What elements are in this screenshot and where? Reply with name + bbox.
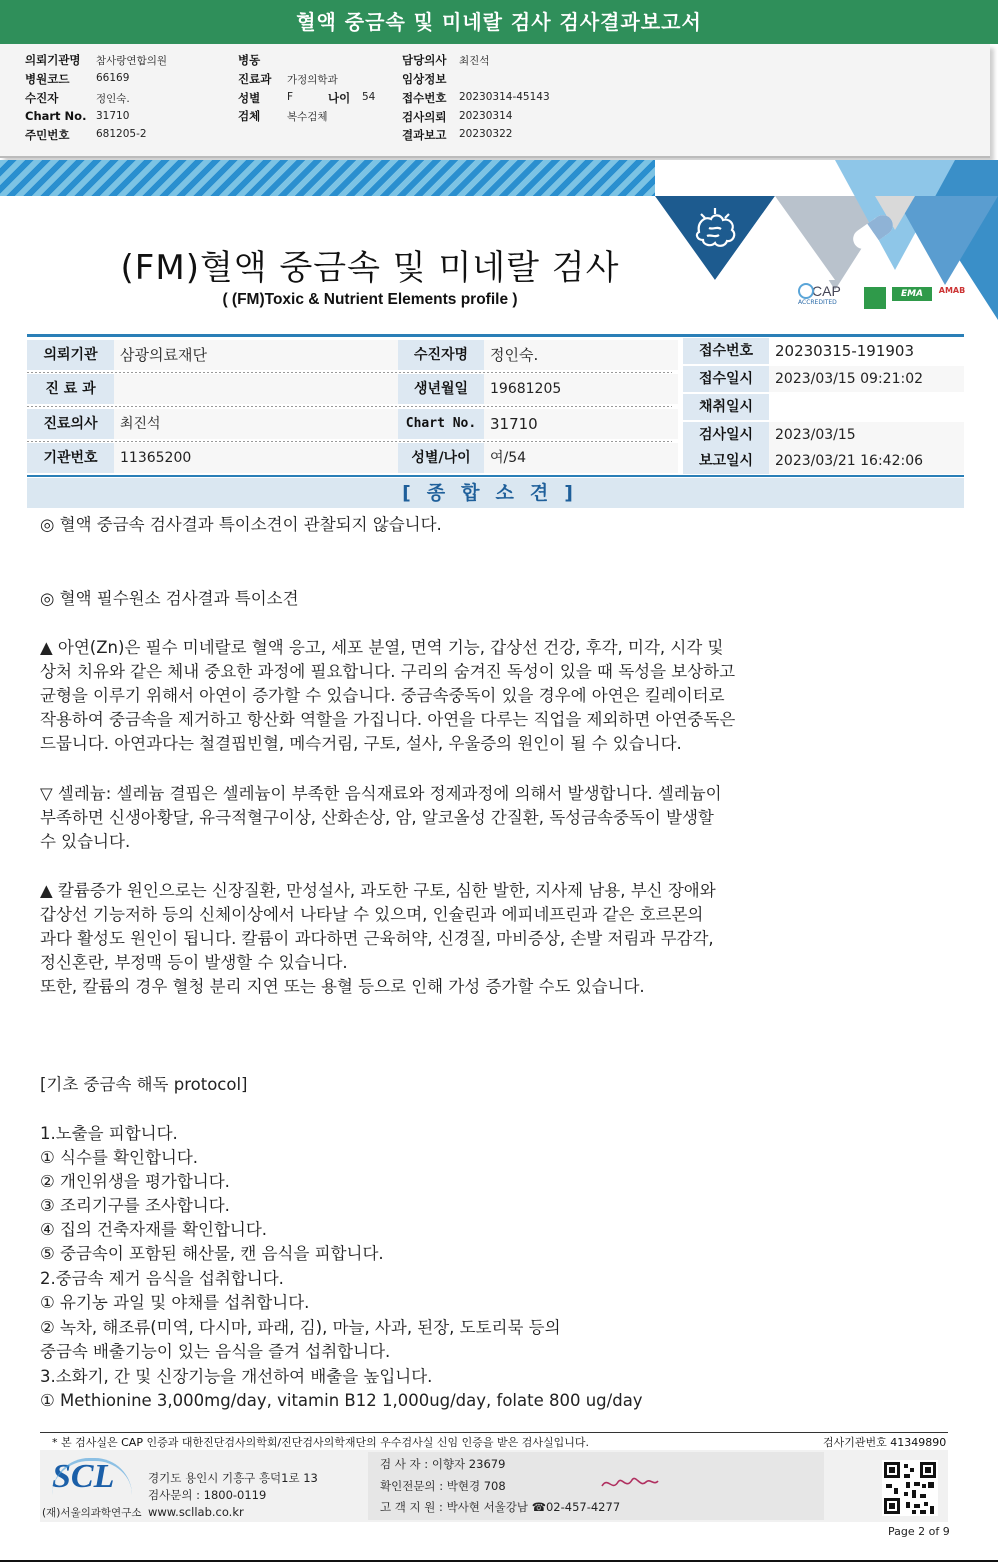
field-label: 의뢰기관명 xyxy=(25,53,81,67)
protocol-line: 중금속 배출기능이 있는 음식을 즐겨 섭취합니다. xyxy=(40,1342,391,1361)
field-label: 병동 xyxy=(238,53,261,67)
potassium-paragraph-line: 과다 활성도 원인이 됩니다. 칼륨이 과다하면 근육허약, 신경질, 마비증상, 손발 저림과 무감각, xyxy=(40,929,714,948)
selenium-paragraph-line: 수 있습니다. xyxy=(40,832,131,851)
examiner-info: 검 사 자 : 이향자 23679 xyxy=(380,1457,506,1471)
field-value: 복수검체 xyxy=(287,111,328,123)
lab-inquiry: 검사문의 : 1800-0119 xyxy=(148,1488,267,1502)
field-value: 20230314-45143 xyxy=(459,91,550,103)
field-label: Chart No. xyxy=(25,109,87,123)
cap-logo-subtext: ACCREDITED xyxy=(798,299,837,306)
patient-info-box xyxy=(0,44,990,158)
info-value xyxy=(114,374,400,404)
field-value: 최진석 xyxy=(459,55,490,67)
footer-divider xyxy=(40,1432,948,1433)
protocol-line: 1.노출을 피합니다. xyxy=(40,1124,178,1143)
info-label: 의뢰기관 xyxy=(27,340,114,370)
info-label: 수진자명 xyxy=(398,340,484,370)
field-value: 20230322 xyxy=(459,128,513,140)
amab-logo: AMAB xyxy=(938,286,966,295)
protocol-line: ⑤ 중금속이 포함된 해산물, 캔 음식을 피합니다. xyxy=(40,1244,384,1263)
protocol-line: ③ 조리기구를 조사합니다. xyxy=(40,1196,230,1215)
protocol-line: ① 식수를 확인합니다. xyxy=(40,1148,199,1167)
potassium-paragraph-line: 정신혼란, 부정맥 등이 발생할 수 있습니다. xyxy=(40,953,348,972)
info-value: 19681205 xyxy=(484,374,678,404)
field-value: 정인숙. xyxy=(96,93,130,105)
info-label: 생년월일 xyxy=(398,374,484,404)
field-label: 검사의뢰 xyxy=(402,110,447,124)
field-label: 담당의사 xyxy=(402,53,447,67)
finding-line: ◎ 혈액 필수원소 검사결과 특이소견 xyxy=(40,589,299,608)
info-label: 채취일시 xyxy=(683,394,769,420)
lm-logo-icon xyxy=(864,287,886,309)
cap-globe-icon xyxy=(798,283,814,299)
potassium-paragraph-line: ▲ 칼륨증가 원인으로는 신장질환, 만성설사, 과도한 구토, 심한 발한, 지사제 남용, 부신 장애와 xyxy=(40,881,716,900)
accreditation-note: * 본 검사실은 CAP 인증과 대한진단검사의학회/진단검사의학재단의 우수검사실 신임 인증을 받은 검사실입니다. xyxy=(52,1436,590,1449)
lab-address: 경기도 용인시 기흥구 흥덕1로 13 xyxy=(148,1471,318,1485)
row-divider xyxy=(27,372,672,373)
info-label: 진료의사 xyxy=(27,409,114,439)
info-value xyxy=(769,394,964,420)
lab-number: 검사기관번호 41349890 xyxy=(823,1436,947,1449)
qr-code-icon xyxy=(882,1460,938,1516)
zinc-paragraph-line: 상처 치유와 같은 체내 중요한 과정에 필요합니다. 구리의 숨겨진 독성이 있을 때 독성을 보상하고 xyxy=(40,662,736,681)
field-value: 20230314 xyxy=(459,110,513,122)
protocol-line: ① Methionine 3,000mg/day, vitamin B12 1,000ug/day, folate 800 ug/day xyxy=(40,1391,643,1410)
page-title: (FM)혈액 중금속 및 미네랄 검사 xyxy=(120,248,620,288)
info-value: 20230315-191903 xyxy=(769,338,964,364)
zinc-paragraph-line: 작용하여 중금속을 제거하고 항산화 역할을 가집니다. 아연을 다루는 직업을 제외하면 아연중독은 xyxy=(40,710,736,729)
info-value: 정인숙. xyxy=(484,340,678,370)
potassium-paragraph-line: 갑상선 기능저하 등의 신체이상에서 나타날 수 있으며, 인슐린과 에피네프린과 같은 호르몬의 xyxy=(40,905,704,924)
info-value: 여/54 xyxy=(484,443,678,473)
field-label: 진료과 xyxy=(238,72,272,86)
doctor-signature xyxy=(600,1472,660,1496)
info-label: Chart No. xyxy=(398,409,484,439)
info-label: 접수번호 xyxy=(683,338,769,364)
info-value: 2023/03/15 xyxy=(769,422,964,448)
scl-logo: SCL xyxy=(52,1458,115,1495)
field-label: 나이 xyxy=(328,91,351,105)
field-value: 참사랑연합의원 xyxy=(96,55,168,67)
field-label: 병원코드 xyxy=(25,72,70,86)
field-value: F xyxy=(287,91,294,103)
potassium-paragraph-line: 또한, 칼륨의 경우 혈청 분리 지연 또는 용혈 등으로 인해 가성 증가할 수도 있습니다. xyxy=(40,977,645,996)
info-label: 접수일시 xyxy=(683,366,769,392)
zinc-paragraph-line: 드뭅니다. 아연과다는 철결핍빈혈, 메슥거림, 구토, 설사, 우울증의 원인이 될 수 있습니다. xyxy=(40,734,682,753)
info-label: 기관번호 xyxy=(27,443,114,473)
zinc-paragraph-line: ▲ 아연(Zn)은 필수 미네랄로 혈액 응고, 세포 분열, 면역 기능, 갑상선 건강, 후각, 미각, 시각 및 xyxy=(40,638,724,657)
info-value: 2023/03/15 09:21:02 xyxy=(769,366,964,392)
summary-header: [종합소견] xyxy=(27,478,964,508)
org-name: (재)서울의과학연구소 xyxy=(42,1507,142,1519)
protocol-line: 3.소화기, 간 및 신장기능을 개선하여 배출을 높입니다. xyxy=(40,1367,433,1386)
info-label: 진 료 과 xyxy=(27,374,114,404)
page-subtitle: ( (FM)Toxic & Nutrient Elements profile ) xyxy=(222,291,518,308)
protocol-line: ② 개인위생을 평가합니다. xyxy=(40,1172,230,1191)
protocol-line: ④ 집의 건축자재를 확인합니다. xyxy=(40,1220,268,1239)
field-value: 66169 xyxy=(96,72,130,84)
info-value: 삼광의료재단 xyxy=(114,340,400,370)
selenium-paragraph-line: 부족하면 신생아황달, 유극적혈구이상, 산화손상, 암, 알코올성 간질환, 독성금속중독이 발생할 xyxy=(40,808,714,827)
field-value: 54 xyxy=(362,91,376,103)
support-info: 고 객 지 원 : 박사현 서울강남 ☎02-457-4277 xyxy=(380,1500,621,1514)
field-label: 주민번호 xyxy=(25,128,70,142)
zinc-paragraph-line: 균형을 이루기 위해서 아연이 증가할 수 있습니다. 중금속중독이 있을 경우에 아연은 킬레이터로 xyxy=(40,686,725,705)
row-divider xyxy=(27,441,672,442)
selenium-paragraph-line: ▽ 셀레늄: 셀레늄 결핍은 셀레늄이 부족한 음식재료와 정제과정에 의해서 발생합니다. 셀레늄이 xyxy=(40,784,722,803)
protocol-line: ② 녹차, 해조류(미역, 다시마, 파래, 김), 마늘, 사과, 된장, 도토리묵 등의 xyxy=(40,1318,561,1337)
field-value: 681205-2 xyxy=(96,128,147,140)
cap-logo-text: CAP xyxy=(812,283,841,299)
finding-line: ◎ 혈액 중금속 검사결과 특이소견이 관찰되지 않습니다. xyxy=(40,515,442,534)
ema-logo: EMA xyxy=(892,287,932,301)
info-value: 11365200 xyxy=(114,443,400,473)
report-banner: 혈액 중금속 및 미네랄 검사 검사결과보고서 xyxy=(0,0,998,44)
field-label: 검체 xyxy=(238,109,261,123)
field-label: 접수번호 xyxy=(402,91,447,105)
specialist-info: 확인전문의 : 박현경 708 xyxy=(380,1479,506,1493)
cap-logo xyxy=(798,283,860,309)
field-label: 임상정보 xyxy=(402,72,447,86)
table-bottom-rule xyxy=(27,475,964,477)
field-label: 성별 xyxy=(238,91,261,105)
field-label: 결과보고 xyxy=(402,128,447,142)
info-value: 2023/03/21 16:42:06 xyxy=(769,448,964,474)
info-label: 검사일시 xyxy=(683,422,769,448)
protocol-heading: [기초 중금속 해독 protocol] xyxy=(40,1075,248,1094)
field-value: 31710 xyxy=(96,110,130,122)
field-value: 가정의학과 xyxy=(287,74,338,86)
protocol-line: ① 유기농 과일 및 야채를 섭취합니다. xyxy=(40,1293,310,1312)
info-label: 성별/나이 xyxy=(398,443,484,473)
page-number: Page 2 of 9 xyxy=(888,1525,950,1538)
field-label: 수진자 xyxy=(25,91,59,105)
table-top-rule xyxy=(27,334,964,337)
lab-website[interactable]: www.scllab.co.kr xyxy=(148,1505,244,1519)
info-label: 보고일시 xyxy=(683,448,769,474)
bottom-rule xyxy=(0,1560,998,1562)
protocol-line: 2.중금속 제거 음식을 섭취합니다. xyxy=(40,1269,284,1288)
info-value: 최진석 xyxy=(114,409,400,439)
row-divider xyxy=(27,406,672,407)
info-value: 31710 xyxy=(484,409,678,439)
